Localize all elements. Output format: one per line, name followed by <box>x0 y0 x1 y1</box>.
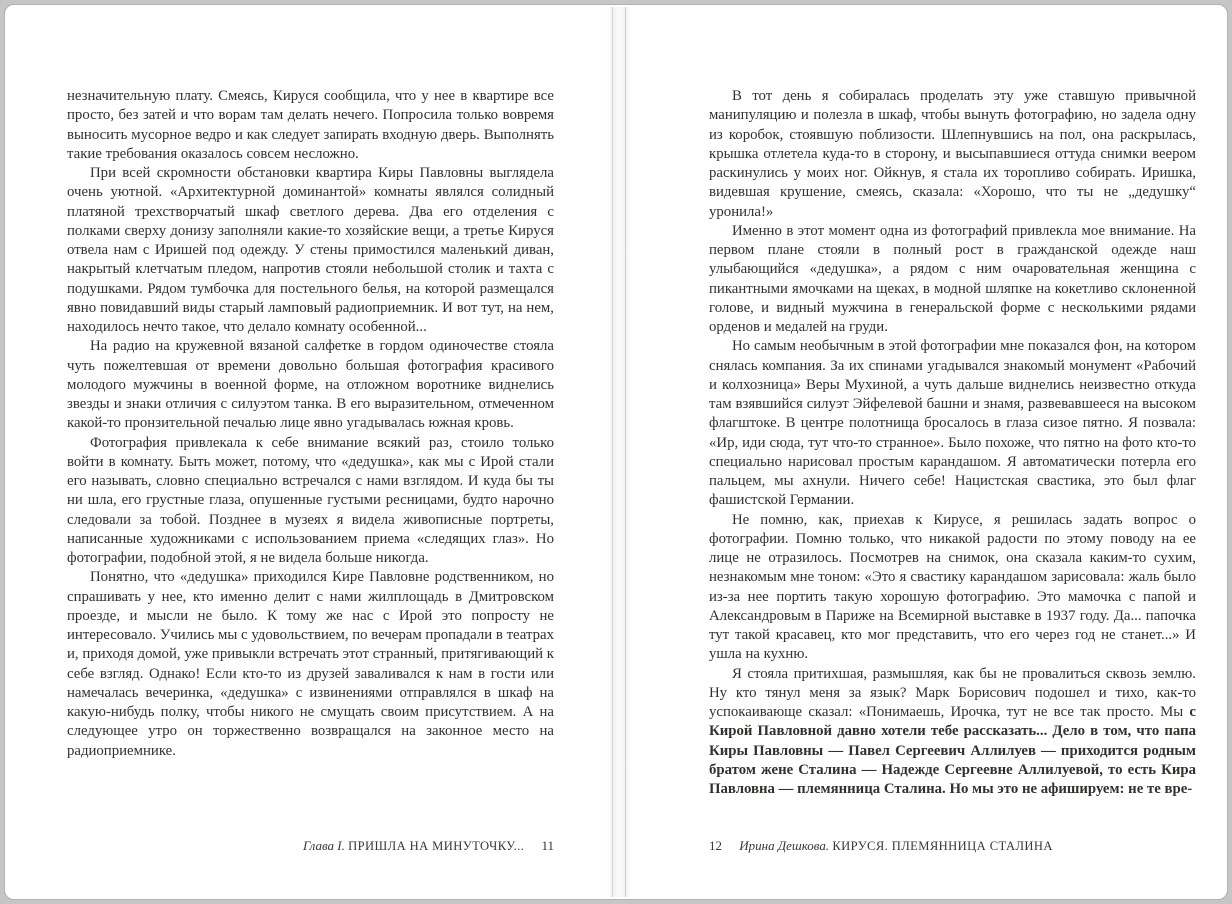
gutter-line-right <box>625 7 626 897</box>
chapter-prefix: Глава I. <box>302 838 345 853</box>
page-number-right: 12 <box>709 838 722 853</box>
paragraph <box>67 87 554 164</box>
text-run: Но самым необычным в этой фотографии мне показался фон, на котором снялась компания. За их спинами угадывался знакомый монумент «Рабочий и колхозница» Веры Мухиной, а чуть дальше виднелись неизвестно откуда там взявшийся силуэт Эйфелевой башни и знамя, развевавшееся на высоком флагштоке. В центре полотнища бросалось в глаза сизое пятно. Я позвала: «Ир, иди сюда, тут что-то странное». Было похоже, что пятно на фото кто-то специально нарисовал простым карандашом. Я автоматически потерла его пальцем, мы ахнули. Ничего себе! Нацистская свастика, это был флаг фашистской Германии. <box>709 338 1196 509</box>
paragraph <box>709 222 1196 338</box>
page-right-text <box>709 87 1196 799</box>
paragraph <box>67 337 554 433</box>
paragraph <box>709 665 1196 800</box>
book-title-running-title: КИРУСЯ. ПЛЕМЯННИЦА СТАЛИНА <box>832 839 1053 853</box>
emphasized-text-run: с Кирой Павловной давно хотели тебе рассказать... Дело в том, что папа Киры Павловны — Павел Сергеевич Аллилуев — приходится родным братом жене Сталина — Надежде Сергеевне Аллилуевой, то есть Кира Павловна — племянница Сталина. Но мы это не афишируем: не те вре- <box>709 704 1196 797</box>
page-right-footer <box>709 838 1196 854</box>
book-gutter-fold <box>607 7 631 897</box>
gutter-line-left <box>612 7 613 897</box>
paragraph <box>709 511 1196 665</box>
text-run: Фотография привлекала к себе внимание всякий раз, стоило только войти в комнату. Быть может, потому, что «дедушка», как мы с Ирой стали его называть, словно специально встречался с нами взглядом. И куда бы ты ни шла, его грустные глаза, опушенные густыми ресницами, будто нарочно следовали за тобой. Позднее в музеях я видела живописные портреты, написанные художниками с использованием приема «следящих глаз». Но фотографии, подобной этой, я не видела больше никогда. <box>67 434 554 566</box>
page-number-left: 11 <box>541 838 554 853</box>
book-author-running-title: Ирина Дешкова. <box>739 838 830 853</box>
paragraph <box>67 568 554 761</box>
paragraph <box>709 337 1196 510</box>
text-run: Я стояла притихшая, размышляя, как бы не провалиться сквозь землю. Ну кто тянул меня за язык? Марк Борисович подошел и тихо, как-то успокаивающе сказал: «Понимаешь, Ирочка, тут не все так просто. Мы <box>709 665 1196 720</box>
text-run: Понятно, что «дедушка» приходился Кире Павловне родственником, но спрашивать у нее, кто именно делит с нами жилплощадь в Дмитровском проезде, и мысли не было. К тому же нас с Ирой это попросту не интересовало. Учились мы с удовольствием, по вечерам пропадали в театрах и, приходя домой, уже привыкли встречать этот странный, притягивающий к себе взгляд. Однако! Если кто-то из друзей заваливался к нам в гости или намечалась вечеринка, «дедушка» с извинениями отправлялся в шкаф на какую-нибудь полку, чтобы никого не смущать своим присутствием. А на следующее утро он торжественно возвращался на законное место на радиоприемнике. <box>67 569 554 759</box>
text-run: При всей скромности обстановки квартира Киры Павловны выглядела очень уютной. «Архитектурной доминантой» комнаты являлся солидный платяной трехстворчатый шкаф светлого дерева. Два его отделения с полками сверху донизу заполняли какие-то хозяйские вещи, а третье Кируся отвела нам с Иришей под одежду. У стены примостился маленький диван, накрытый клетчатым пледом, напротив стояли небольшой столик и тахта с подушками. Рядом тумбочка для постельного белья, на которой размещался явно повидавший виды старый ламповый радиоприемник. И вот тут, на нем, находилось нечто такое, что делало комнату особенной... <box>67 165 554 335</box>
book-spread <box>4 4 1228 900</box>
page-left-footer <box>67 838 554 854</box>
page-left-text <box>67 87 554 761</box>
paragraph <box>67 164 554 337</box>
text-run: В тот день я собиралась проделать эту уже ставшую привычной манипуляцию и полезла в шкаф, чтобы вынуть фотографию, но задела одну из коробок, стоявшую поблизости. Шлепнувшись на пол, она раскрылась, крышка отлетела куда-то в сторону, и высыпавшиеся оттуда снимки веером раскинулись у моих ног. Ойкнув, я стала их торопливо собирать. Иришка, видевшая крушение, смеясь, сказала: «Хорошо, что ты не „дедушку“ уронила!» <box>709 88 1196 220</box>
paragraph <box>709 87 1196 222</box>
paragraph <box>67 434 554 569</box>
text-run: На радио на кружевной вязаной салфетке в гордом одиночестве стояла чуть пожелтевшая от времени довольно большая фотография красивого молодого мужчины в военной форме, на отложном воротнике виднелись звезды и знаки отличия с силуэтом танка. В его выразительном, отмеченном какой-то пронзительной печалью лице явно угадывалась южная кровь. <box>67 338 554 432</box>
text-run: незначительную плату. Смеясь, Кируся сообщила, что у нее в квартире все просто, без затей и что ворам там делать нечего. Попросила только вовремя выносить мусорное ведро и как следует запирать входную дверь. Выполнять такие требования оказалось совсем несложно. <box>67 88 554 162</box>
chapter-running-title: ПРИШЛА НА МИНУТОЧКУ... <box>348 839 525 853</box>
text-run: Не помню, как, приехав к Кирусе, я решилась задать вопрос о фотографии. Помню только, что никакой радости по этому поводу на ее лице не отразилось. Посмотрев на снимок, она сказала каким-то сухим, незнакомым мне тоном: «Это я свастику карандашом зарисовала: жаль было из-за нее портить такую хорошую фотографию. Это мамочка с папой и Александровым в Париже на Всемирной выставке в 1937 году. Да... папочка тут такой красавец, кто мог представить, что его через год не станет...» И ушла на кухню. <box>709 511 1196 663</box>
text-run: Именно в этот момент одна из фотографий привлекла мое внимание. На первом плане стояли в полный рост в гражданской одежде наш улыбающийся «дедушка», а рядом с ним очаровательная женщина с пикантными ямочками на щеках, в модной шляпке на кокетливо склоненной голове, и видный мужчина в генеральской форме с несколькими рядами орденов и медалей на груди. <box>709 222 1196 335</box>
